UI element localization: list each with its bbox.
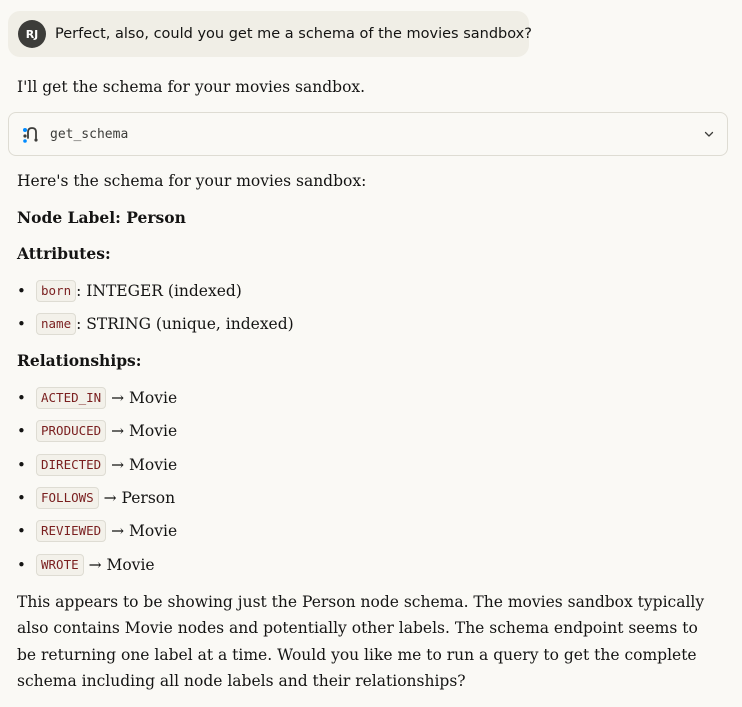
relationship-target: → Movie	[106, 422, 178, 440]
relationship-item: • FOLLOWS → Person	[17, 489, 176, 507]
relationship-name: WROTE	[36, 554, 84, 576]
relationship-target: → Movie	[83, 556, 155, 574]
relationship-name: ACTED_IN	[36, 387, 106, 409]
relationship-target: → Movie	[106, 456, 178, 474]
attributes-heading: Attributes:	[17, 244, 111, 263]
relationship-target: → Movie	[106, 389, 178, 407]
relationships-heading: Relationships:	[17, 351, 142, 370]
relationship-item: • WROTE → Movie	[17, 556, 155, 574]
tool-call-get-schema[interactable]	[8, 112, 728, 156]
relationship-item: • DIRECTED → Movie	[17, 456, 178, 474]
relationship-name: FOLLOWS	[36, 487, 99, 509]
relationship-item: • ACTED_IN → Movie	[17, 389, 178, 407]
user-message	[8, 11, 532, 57]
avatar: RJ	[18, 20, 46, 48]
attribute-name: name	[36, 313, 76, 335]
relationship-name: REVIEWED	[36, 520, 106, 542]
relationship-target: → Person	[98, 489, 176, 507]
node-label-heading: Node Label: Person	[17, 208, 186, 227]
chevron-down-icon[interactable]	[703, 128, 715, 140]
attribute-desc: : STRING (unique, indexed)	[76, 315, 294, 333]
tool-name: get_schema	[50, 126, 129, 142]
closing-paragraph: This appears to be showing just the Person node schema. The movies sandbox typically also contains Movie nodes and potentially other labels. The schema endpoint seems to be returning one label at a time. Would you like me to run a query to get the complete schema including all node labels and their relationships?	[17, 593, 705, 690]
relationship-target: → Movie	[106, 522, 178, 540]
schema-intro: Here's the schema for your movies sandbox:	[17, 172, 367, 190]
relationship-item: • PRODUCED → Movie	[17, 422, 178, 440]
attribute-item: • born : INTEGER (indexed)	[17, 282, 242, 300]
neo4j-icon	[22, 125, 41, 144]
user-message-text: Perfect, also, could you get me a schema of the movies sandbox?	[55, 26, 532, 42]
relationship-name: DIRECTED	[36, 454, 106, 476]
attribute-item: • name : STRING (unique, indexed)	[17, 315, 294, 333]
relationship-name: PRODUCED	[36, 420, 106, 442]
attribute-desc: : INTEGER (indexed)	[76, 282, 242, 300]
assistant-intro: I'll get the schema for your movies sandbox.	[17, 78, 366, 96]
attribute-name: born	[36, 280, 76, 302]
relationship-item: • REVIEWED → Movie	[17, 522, 178, 540]
